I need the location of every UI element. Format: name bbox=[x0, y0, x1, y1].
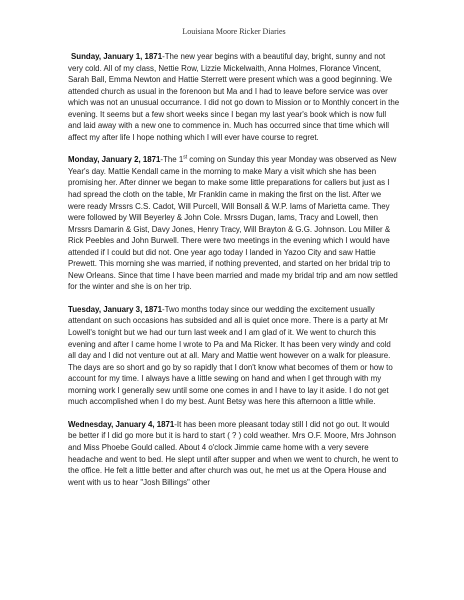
entry-date: Monday, January 2, 1871 bbox=[68, 155, 161, 165]
diary-entry-jan-3 bbox=[68, 304, 400, 408]
entry-date: Tuesday, January 3, 1871 bbox=[68, 304, 163, 314]
entry-text: coming on Sunday this year Monday was observed as New Year's day. Mattie Kendall came in the morning to make Mary a visit which she has been promising her. After dinner we began to make some little preparations for callers but just as I had spread the cloth on the table, Mr Franklin came in making the first on the list. After we were ready Mrssrs C.S. Cadot, Will Purcell, Will Bonsall & W.P. Iams of Marietta came. They were followed by Will Beyerley & John Cole. Mrssrs Dugan, Iams, Tracy and Lowell, then Mrssrs Damarin & Gist, Davy Jones, Henry Tracy, Will Brayton & G.G. Johnson. Lou Miller & Rick Peebles and John Burwell. There were two meetings in the evening which I would have attended if I could but did not. One year ago today I landed in Yazoo City and saw Hattie Prewett. This morning she was married, if nothing prevented, and started on her bridal trip to New Orleans. Since that time I have been married and made my bridal trip and am now settled for the winter and she is on her trip. bbox=[68, 155, 398, 292]
entry-text: -The new year begins with a beautiful day, bright, sunny and not very cold. All of my class, Nettie Row, Lizzie Mickelwaith, Anna Holmes, Florance Vincent, Sarah Ball, Emma Newton and Hattie Sterrett were present which was a good beginning. We attended church as usual in the forenoon but Ma and I had to leave before service was over which was not an unusual occurrance. I did not go down to Mission or to Monthly concert in the evening. It seems but a few short weeks since I began my last year's book which is now full and laid away with a new one to commence in. Much has occurred since that time which will affect my after life I hope nothing which I will ever have course to regret. bbox=[68, 52, 400, 142]
ordinal-suffix: st bbox=[183, 154, 188, 161]
entry-date: Wednesday, January 4, 1871 bbox=[68, 419, 175, 429]
diary-entry-jan-4 bbox=[68, 419, 400, 488]
entry-date: Sunday, January 1, 1871 bbox=[71, 52, 163, 61]
diary-entry-jan-2 bbox=[68, 154, 400, 293]
entry-text: -Two months today since our wedding the excitement usually attendant on such occasions has subsided and all is quiet once more. There is a party at Mr Lowell's tonight but we had our turn last week and I am glad of it. We went to church this evening and after I came home I wrote to Pa and Ma Ricker. It has been very windy and cold all day and I did not venture out at all. Mary and Mattie went however on a walk for pleasure. The days are so short and go by so rapidly that I don't know what becomes of them or how to account for my time. I always have a little sewing on hand and when I get through with my morning work I generally sew until some one comes in and I have to lay it aside. I do not get much accomplished when I do my best. Aunt Betsy was here this afternoon a little while. bbox=[68, 304, 393, 407]
entry-text: -It has been more pleasant today still I did not go out. It would be better if I did go more but it is hard to start ( ? ) cold weather. Mrs O.F. Moore, Mrs Johnson and Miss Phoebe Gould called. About 4 o'clock Jimmie came home with a very severe headache and went to bed. He slept until after supper and when we went to church, he went to the office. He felt a little better and after church was out, he met us at the Opera House and went with us to hear "Josh Billings" other bbox=[68, 419, 399, 487]
document-title: Louisiana Moore Ricker Diaries bbox=[182, 27, 286, 36]
entry-text-lead: -The 1 bbox=[160, 155, 184, 165]
diary-entry-jan-1 bbox=[68, 51, 400, 143]
